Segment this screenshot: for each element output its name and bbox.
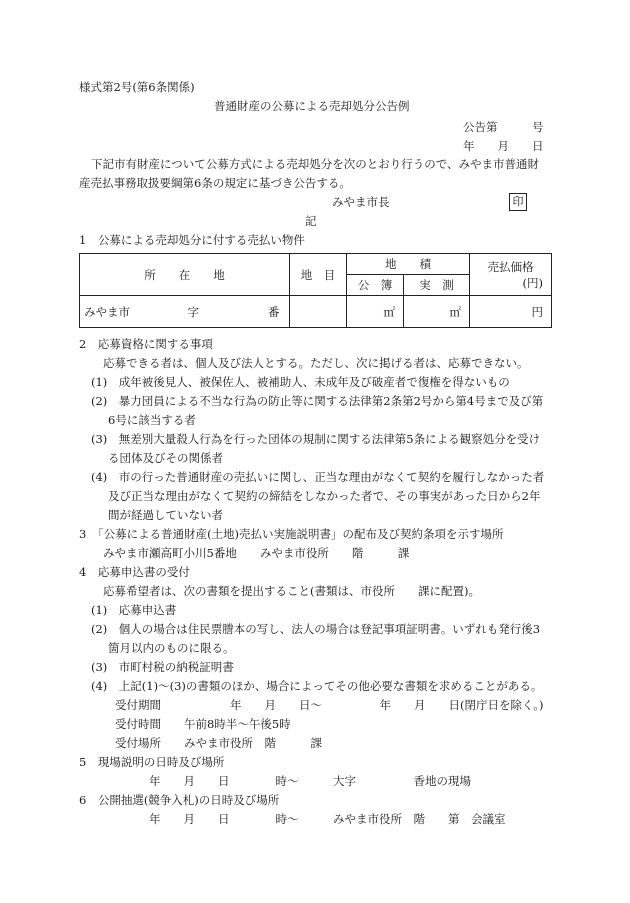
header-survey: 実 測	[404, 275, 470, 296]
section-2-item-4-line-1: (4) 市の行った普通財産の売払いに関し、正当な理由がなくて契約を履行しなかった者	[91, 470, 545, 484]
section-2-title: 2 応募資格に関する事項	[79, 337, 213, 351]
ki-heading: 記	[305, 214, 317, 228]
section-2-item-4-line-2: 及び正当な理由がなくて契約の締結をしなかった者で、その事実があった日から2年	[108, 489, 541, 503]
row-category	[290, 296, 347, 328]
intro-line-1: 下記市有財産について公募方式による売却処分を次のとおり行うので、みやま市普通財	[91, 157, 540, 171]
row-location: みやま市 字 番	[80, 296, 290, 328]
mayor-signature: みやま市長	[332, 195, 390, 209]
notice-number: 公告第 号	[463, 120, 544, 134]
header-price-unit: (円)	[522, 275, 543, 290]
seal-mark: 印	[509, 193, 527, 211]
section-2-item-4-line-3: 間が経過していない者	[108, 508, 223, 522]
section-2-item-3-line-2: る団体及びその関係者	[108, 451, 223, 465]
section-5-title: 5 現場説明の日時及び場所	[79, 755, 225, 769]
section-6-title: 6 公開抽選(競争入札)の日時及び場所	[79, 793, 280, 807]
section-4-body: 応募希望者は、次の書類を提出すること(書類は、市役所 課に配置)。	[103, 584, 480, 598]
section-4-title: 4 応募申込書の受付	[79, 565, 190, 579]
reception-place: 受付場所 みやま市役所 階 課	[115, 736, 322, 750]
section-2-item-2-line-2: 6号に該当する者	[108, 413, 196, 427]
section-3-body: みやま市瀬高町小川5番地 みやま市役所 階 課	[103, 546, 410, 560]
property-table	[79, 253, 552, 328]
section-3-title: 3 「公募による普通財産(土地)売払い実施説明書」の配布及び契約条項を示す場所	[79, 527, 504, 541]
header-area: 地 積	[347, 254, 470, 275]
row-survey-unit: ㎡	[404, 296, 470, 328]
section-5-body: 年 月 日 時～ 大字 香地の現場	[149, 774, 471, 788]
row-price-unit: 円	[470, 296, 552, 328]
header-location: 所 在 地	[80, 254, 290, 296]
section-4-item-2-line-1: (2) 個人の場合は住民票謄本の写し、法人の場合は登記事項証明書。いずれも発行後3	[91, 622, 541, 636]
notice-date: 年 月 日	[463, 139, 544, 153]
document-title: 普通財産の公募による売却処分公告例	[214, 99, 410, 113]
header-registry: 公 簿	[347, 275, 404, 296]
reception-time: 受付時間 午前8時半～午後5時	[115, 717, 291, 731]
section-6-body: 年 月 日 時～ みやま市役所 階 第 会議室	[149, 812, 506, 826]
section-4-item-2-line-2: 箇月以内のものに限る。	[108, 641, 235, 655]
reception-period: 受付期間 年 月 日～ 年 月 日(閉庁日を除く。)	[115, 698, 544, 712]
section-2-body: 応募できる者は、個人及び法人とする。ただし、次に掲げる者は、応募できない。	[103, 356, 529, 370]
section-1-title: 1 公募による売却処分に付する売払い物件	[79, 233, 305, 247]
section-4-item-4: (4) 上記(1)～(3)の書類のほか、場合によってその他必要な書類を求めることがある。	[91, 679, 543, 693]
intro-line-2: 産売払事務取扱要綱第6条の規定に基づき公告する。	[79, 176, 351, 190]
section-2-item-1: (1) 成年被後見人、被保佐人、被補助人、未成年及び破産者で復権を得ないもの	[91, 375, 510, 389]
section-2-item-2-line-1: (2) 暴力団員による不当な行為の防止等に関する法律第2条第2号から第4号まで及び第	[91, 394, 544, 408]
section-2-item-3-line-1: (3) 無差別大量殺人行為を行った団体の規制に関する法律第5条による観察処分を受け	[91, 432, 541, 446]
section-4-item-1: (1) 応募申込書	[91, 603, 177, 617]
form-number: 様式第2号(第6条関係)	[79, 80, 195, 94]
row-registry-unit: ㎡	[347, 296, 404, 328]
header-price	[470, 254, 552, 296]
header-category: 地 目	[290, 254, 347, 296]
header-price-label: 売払価格	[487, 259, 534, 274]
section-4-item-3: (3) 市町村税の納税証明書	[91, 660, 234, 674]
